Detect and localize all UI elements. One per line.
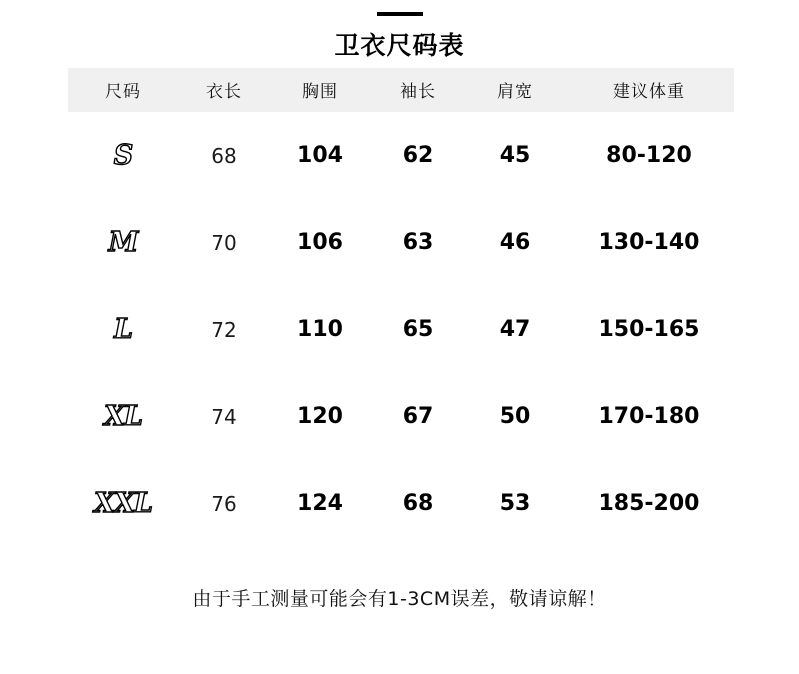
cell-size: XXL xyxy=(94,488,152,519)
measurement-disclaimer: 由于手工测量可能会有1-3CM误差，敬请谅解！ xyxy=(192,588,607,610)
cell-size: S xyxy=(113,140,133,171)
column-header-weight: 建议体重 xyxy=(613,82,685,102)
column-header-length: 衣长 xyxy=(206,82,242,102)
title-rule-decoration xyxy=(377,12,423,16)
cell-sleeve: 65 xyxy=(402,317,434,342)
cell-length: 76 xyxy=(211,491,237,516)
cell-size: M xyxy=(108,227,138,258)
page-title: 卫衣尺码表 xyxy=(334,31,465,60)
table-row xyxy=(68,112,734,199)
table-row xyxy=(68,373,734,460)
cell-weight: 80-120 xyxy=(606,143,692,168)
cell-sleeve: 67 xyxy=(402,404,434,429)
cell-length: 72 xyxy=(211,317,237,342)
column-header-chest: 胸围 xyxy=(302,82,338,102)
cell-weight: 185-200 xyxy=(598,491,700,516)
cell-chest: 110 xyxy=(297,317,343,342)
cell-weight: 150-165 xyxy=(598,317,700,342)
table-body xyxy=(68,112,734,547)
cell-sleeve: 62 xyxy=(402,143,434,168)
column-header-shoulder: 肩宽 xyxy=(497,82,533,102)
cell-shoulder: 50 xyxy=(499,404,531,429)
cell-shoulder: 53 xyxy=(499,491,531,516)
cell-size: L xyxy=(114,314,132,345)
cell-length: 74 xyxy=(211,404,237,429)
cell-chest: 104 xyxy=(297,143,343,168)
cell-chest: 124 xyxy=(297,491,343,516)
table-row xyxy=(68,286,734,373)
cell-size: XL xyxy=(104,401,142,432)
cell-shoulder: 45 xyxy=(499,143,531,168)
cell-shoulder: 46 xyxy=(499,230,531,255)
cell-weight: 170-180 xyxy=(598,404,700,429)
table-header xyxy=(68,68,734,112)
cell-length: 70 xyxy=(211,230,237,255)
table-header-row xyxy=(68,68,734,112)
cell-length: 68 xyxy=(211,143,237,168)
cell-sleeve: 63 xyxy=(402,230,434,255)
cell-chest: 106 xyxy=(297,230,343,255)
column-header-size: 尺码 xyxy=(105,82,141,102)
cell-sleeve: 68 xyxy=(402,491,434,516)
cell-shoulder: 47 xyxy=(499,317,531,342)
cell-weight: 130-140 xyxy=(598,230,700,255)
table-row xyxy=(68,460,734,547)
size-chart-table xyxy=(68,68,734,547)
column-header-sleeve: 袖长 xyxy=(400,82,436,102)
table-row xyxy=(68,199,734,286)
cell-chest: 120 xyxy=(297,404,343,429)
